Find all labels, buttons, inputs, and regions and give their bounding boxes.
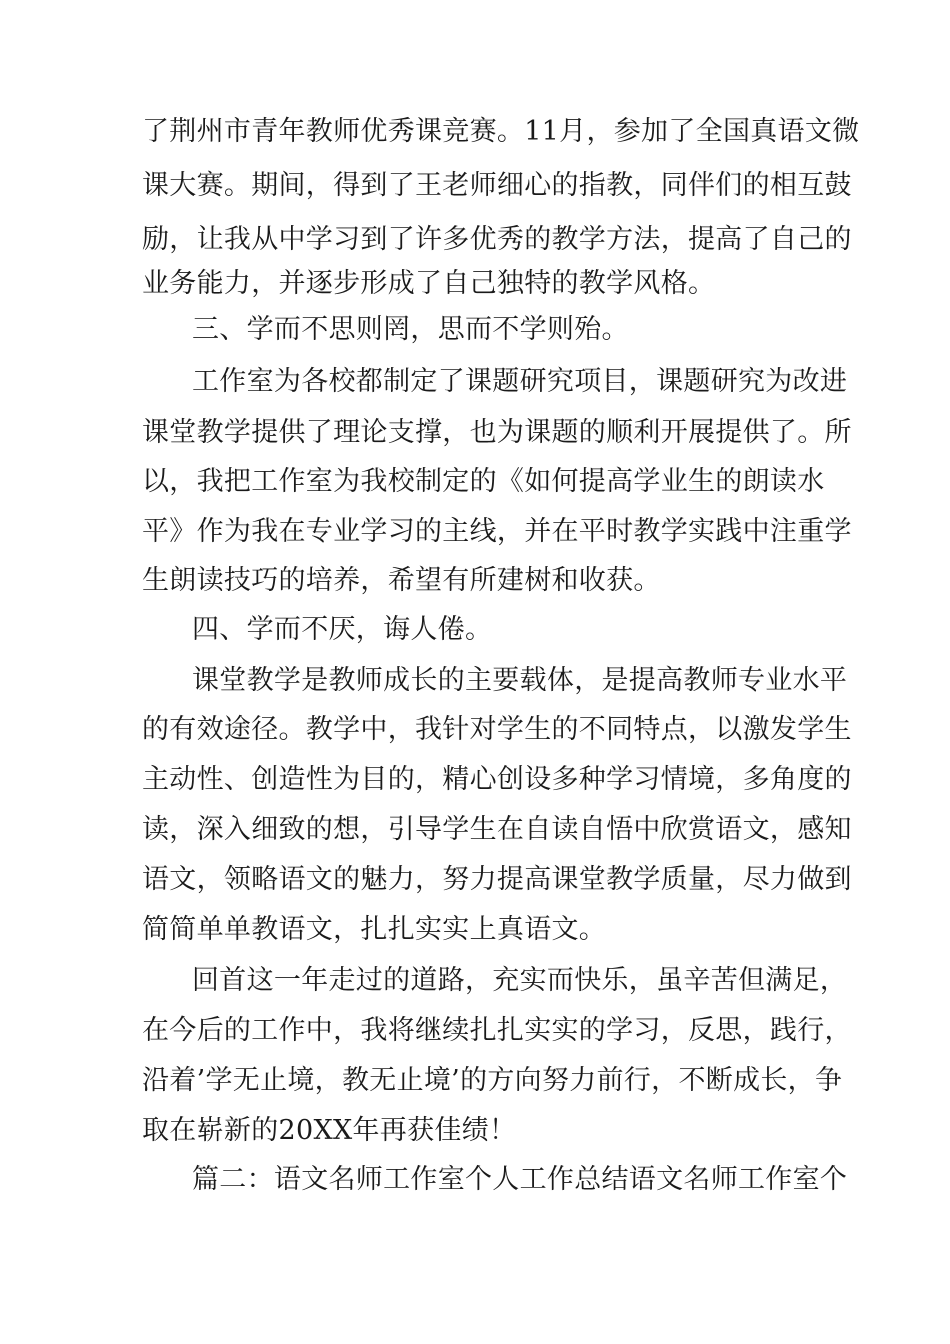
text-line: 课大赛。期间，得到了王老师细心的指教，同伴们的相互鼓 — [142, 170, 852, 201]
section-heading: 三、学而不思则罔，思而不学则殆。 — [192, 314, 629, 345]
text-line: 沿着’学无止境，教无止境’的方向努力前行，不断成长，争 — [142, 1065, 843, 1096]
text-line: 主动性、创造性为目的，精心创设多种学习情境，多角度的 — [142, 764, 852, 795]
text-line: 读，深入细致的想，引导学生在自读自悟中欣赏语文，感知 — [142, 814, 852, 845]
text-line: 语文，领略语文的魅力，努力提高课堂教学质量，尽力做到 — [142, 864, 852, 895]
text-line: 取在崭新的20XX年再获佳绩！ — [142, 1115, 517, 1146]
text-line: 在今后的工作中，我将继续扎扎实实的学习，反思，践行， — [142, 1015, 852, 1046]
text-line: 回首这一年走过的道路，充实而快乐，虽辛苦但满足， — [192, 965, 848, 996]
text-line: 以，我把工作室为我校制定的《如何提高学业生的朗读水 — [142, 466, 825, 497]
text-line: 业务能力，并逐步形成了自己独特的教学风格。 — [142, 268, 716, 299]
text-line: 工作室为各校都制定了课题研究项目，课题研究为改进 — [192, 366, 848, 397]
text-line: 的有效途径。教学中，我针对学生的不同特点，以激发学生 — [142, 714, 852, 745]
text-line: 简简单单教语文，扎扎实实上真语文。 — [142, 914, 607, 945]
text-line: 了荆州市青年教师优秀课竞赛。11月，参加了全国真语文微 — [142, 116, 860, 147]
text-line: 生朗读技巧的培养，希望有所建树和收获。 — [142, 565, 661, 596]
text-line: 课堂教学是教师成长的主要载体，是提高教师专业水平 — [192, 665, 848, 696]
text-line: 平》作为我在专业学习的主线，并在平时教学实践中注重学 — [142, 516, 852, 547]
text-line: 课堂教学提供了理论支撑，也为课题的顺利开展提供了。所 — [142, 417, 852, 448]
text-line: 励，让我从中学习到了许多优秀的教学方法，提高了自己的 — [142, 224, 852, 255]
section-heading: 四、学而不厌，诲人倦。 — [192, 614, 493, 645]
section-heading: 篇二：语文名师工作室个人工作总结语文名师工作室个 — [192, 1164, 848, 1195]
